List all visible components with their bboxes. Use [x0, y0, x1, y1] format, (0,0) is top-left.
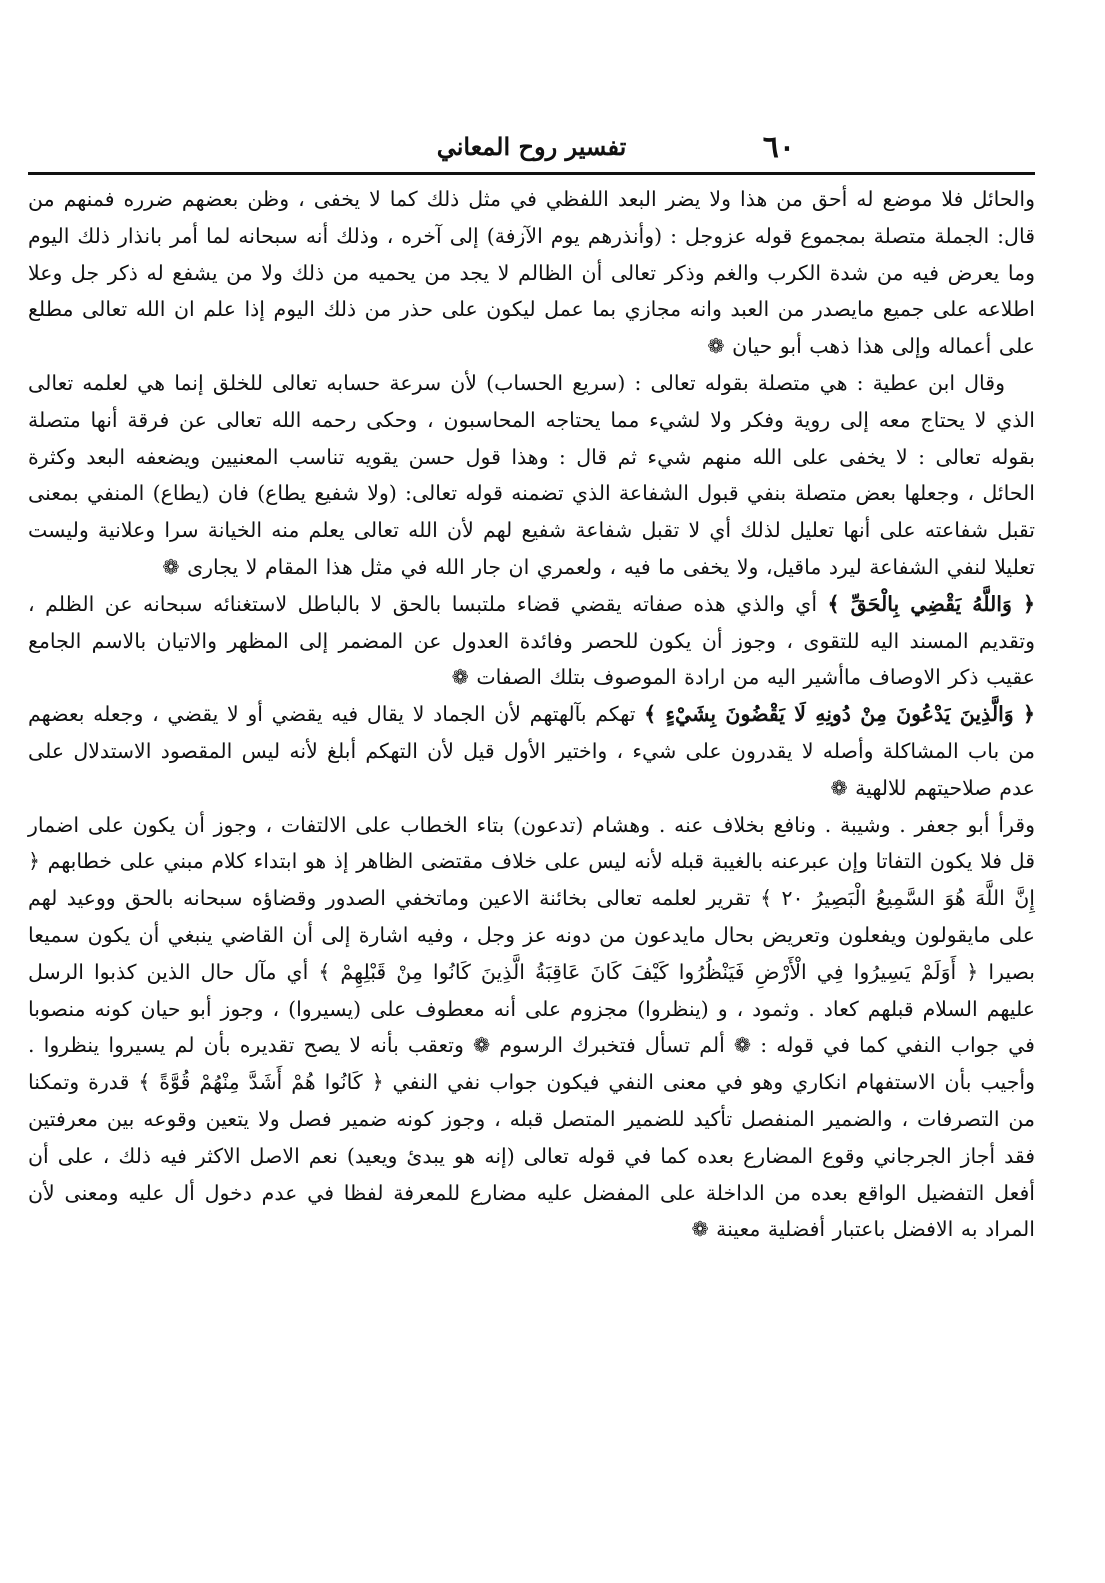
paragraph-text: والحائل فلا موضع له أحق من هذا ولا يضر البعد اللفظي في مثل ذلك كما لا يخفى ، وظن بعضهم ضرره فمنهم من قال: الجملة متصلة بمجموع قوله عزوجل : (وأنذرهم يوم الآزفة) إلى آخره ، وذلك أنه سبحانه لما أمر بانذار ذلك اليوم وما يعرض فيه من شدة الكرب والغم وذكر تعالى أن الظالم لا يجد من يحميه من ذلك ولا من يشفع له ذكر جل وعلا اطلاعه على جميع مايصدر من العبد وانه مجازي بما عمل ليكون على حذر من ذلك اليوم إذا علم ان الله تعالى مطلع على أعماله وإلى هذا ذهب أبو حيان ❁: [28, 187, 1035, 359]
page-number: ٦٠: [762, 130, 795, 165]
running-title: تفسير روح المعاني: [436, 132, 627, 161]
paragraph-text: تهكم بآلهتهم لأن الجماد لا يقال فيه يقضي أو لا يقضي ، وجعله بعضهم من باب المشاكلة وأصله لا يقدرون على شيء ، واختير الأول قيل لأن التهكم أبلغ لأنه ليس المقصود الاستدلال على عدم صلاحيتهم للالهية ❁: [28, 702, 1035, 800]
paragraph-5: [28, 807, 1035, 1249]
header-rule: [28, 172, 1035, 175]
paragraph-1: [28, 181, 1035, 365]
quran-quote: ﴿ وَاللَّهُ يَقْضِي بِالْحَقِّ ﴾: [827, 591, 1035, 616]
body-text: [28, 181, 1035, 1248]
page-header: [28, 130, 1035, 170]
paragraph-text: أي والذي هذه صفاته يقضي قضاء ملتبسا بالحق لا بالباطل لاستغنائه سبحانه عن الظلم ، وتقديم المسند اليه للتقوى ، وجوز أن يكون للحصر وفائدة العدول عن المضمر إلى المظهر والاتيان بالاسم الجامع عقيب ذكر الاوصاف ماأشير اليه من ارادة الموصوف بتلك الصفات ❁: [28, 591, 1035, 690]
paragraph-2: [28, 365, 1035, 586]
paragraph-text: وقال ابن عطية : هي متصلة بقوله تعالى : (سريع الحساب) لأن سرعة حسابه تعالى للخلق إنما هي لعلمه تعالى الذي لا يحتاج معه إلى روية وفكر ولا لشيء مما يحتاجه المحاسبون ، وحكى رحمه الله تعالى عن فرقة أنها متصلة بقوله تعالى : لا يخفى على الله منهم شيء ثم قال : وهذا قول حسن يقويه تناسب المعنيين ويضعفه البعد وكثرة الحائل ، وجعلها بعض متصلة بنفي قبول الشفاعة الذي تضمنه قوله تعالى: (ولا شفيع يطاع) فان (يطاع) المنفي بمعنى تقبل شفاعته على أنها تعليل لذلك أي لا تقبل شفاعة شفيع لهم لأن الله تعالى يعلم منه الخيانة سرا وعلانية وليست تعليلا لنفي الشفاعة ليرد ماقيل، ولا يخفى ما فيه ، ولعمري ان جار الله في مثل هذا المقام لا يجارى ❁: [28, 370, 1035, 579]
paragraph-3: [28, 586, 1035, 696]
paragraph-text: وقرأ أبو جعفر . وشيبة . ونافع بخلاف عنه . وهشام (تدعون) بتاء الخطاب على الالتفات ، وجوز أن يكون على اضمار قل فلا يكون التفاتا وإن عبرعنه بالغيبة قبله لأنه ليس على خلاف مقتضى الظاهر إذ هو ابتداء كلام مبني على خطابهم ﴿ إِنَّ اللَّهَ هُوَ السَّمِيعُ الْبَصِيرُ ٢٠ ﴾ تقرير لعلمه تعالى بخائنة الاعين وماتخفي الصدور وقضاؤه سبحانه بالحق ووعيد لهم على مايقولون ويفعلون وتعريض بحال مايدعون من دونه عز وجل ، وفيه اشارة إلى أن القاضي ينبغي أن يكون سميعا بصيرا ﴿ أَوَلَمْ يَسِيرُوا فِي الْأَرْضِ فَيَنْظُرُوا كَيْفَ كَانَ عَاقِبَةُ الَّذِينَ كَانُوا مِنْ قَبْلِهِمْ ﴾ أي مآل حال الذين كذبوا الرسل عليهم السلام قبلهم كعاد . وثمود ، و (ينظروا) مجزوم على أنه معطوف على (يسيروا) ، وجوز أبو حيان كونه منصوبا في جواب النفي كما في قوله : ❁ ألم تسأل فتخبرك الرسوم ❁ وتعقب بأنه لا يصح تقديره بأن لم يسيروا ينظروا . وأجيب بأن الاستفهام انكاري وهو في معنى النفي فيكون جواب نفي النفي ﴿ كَانُوا هُمْ أَشَدَّ مِنْهُمْ قُوَّةً ﴾ قدرة وتمكنا من التصرفات ، والضمير المنفصل تأكيد للضمير المتصل قبله ، وجوز كونه ضمير فصل ولا يتعين وقوعه بين معرفتين فقد أجاز الجرجاني وقوع المضارع بعده كما في قوله تعالى (إنه هو يبدئ ويعيد) نعم الاصل الاكثر فيه ذلك ، على أن أفعل التفضيل الواقع بعده من الداخلة على المفضل عليه مضارع للمعرفة لفظا في عدم دخول أل عليه ومعنى لأن المراد به الافضل باعتبار أفضلية معينة ❁: [28, 812, 1035, 1242]
quran-quote: ﴿ وَالَّذِينَ يَدْعُونَ مِنْ دُونِهِ لَا يَقْضُونَ بِشَيْءٍ ﴾: [644, 702, 1035, 727]
paragraph-4: [28, 696, 1035, 806]
